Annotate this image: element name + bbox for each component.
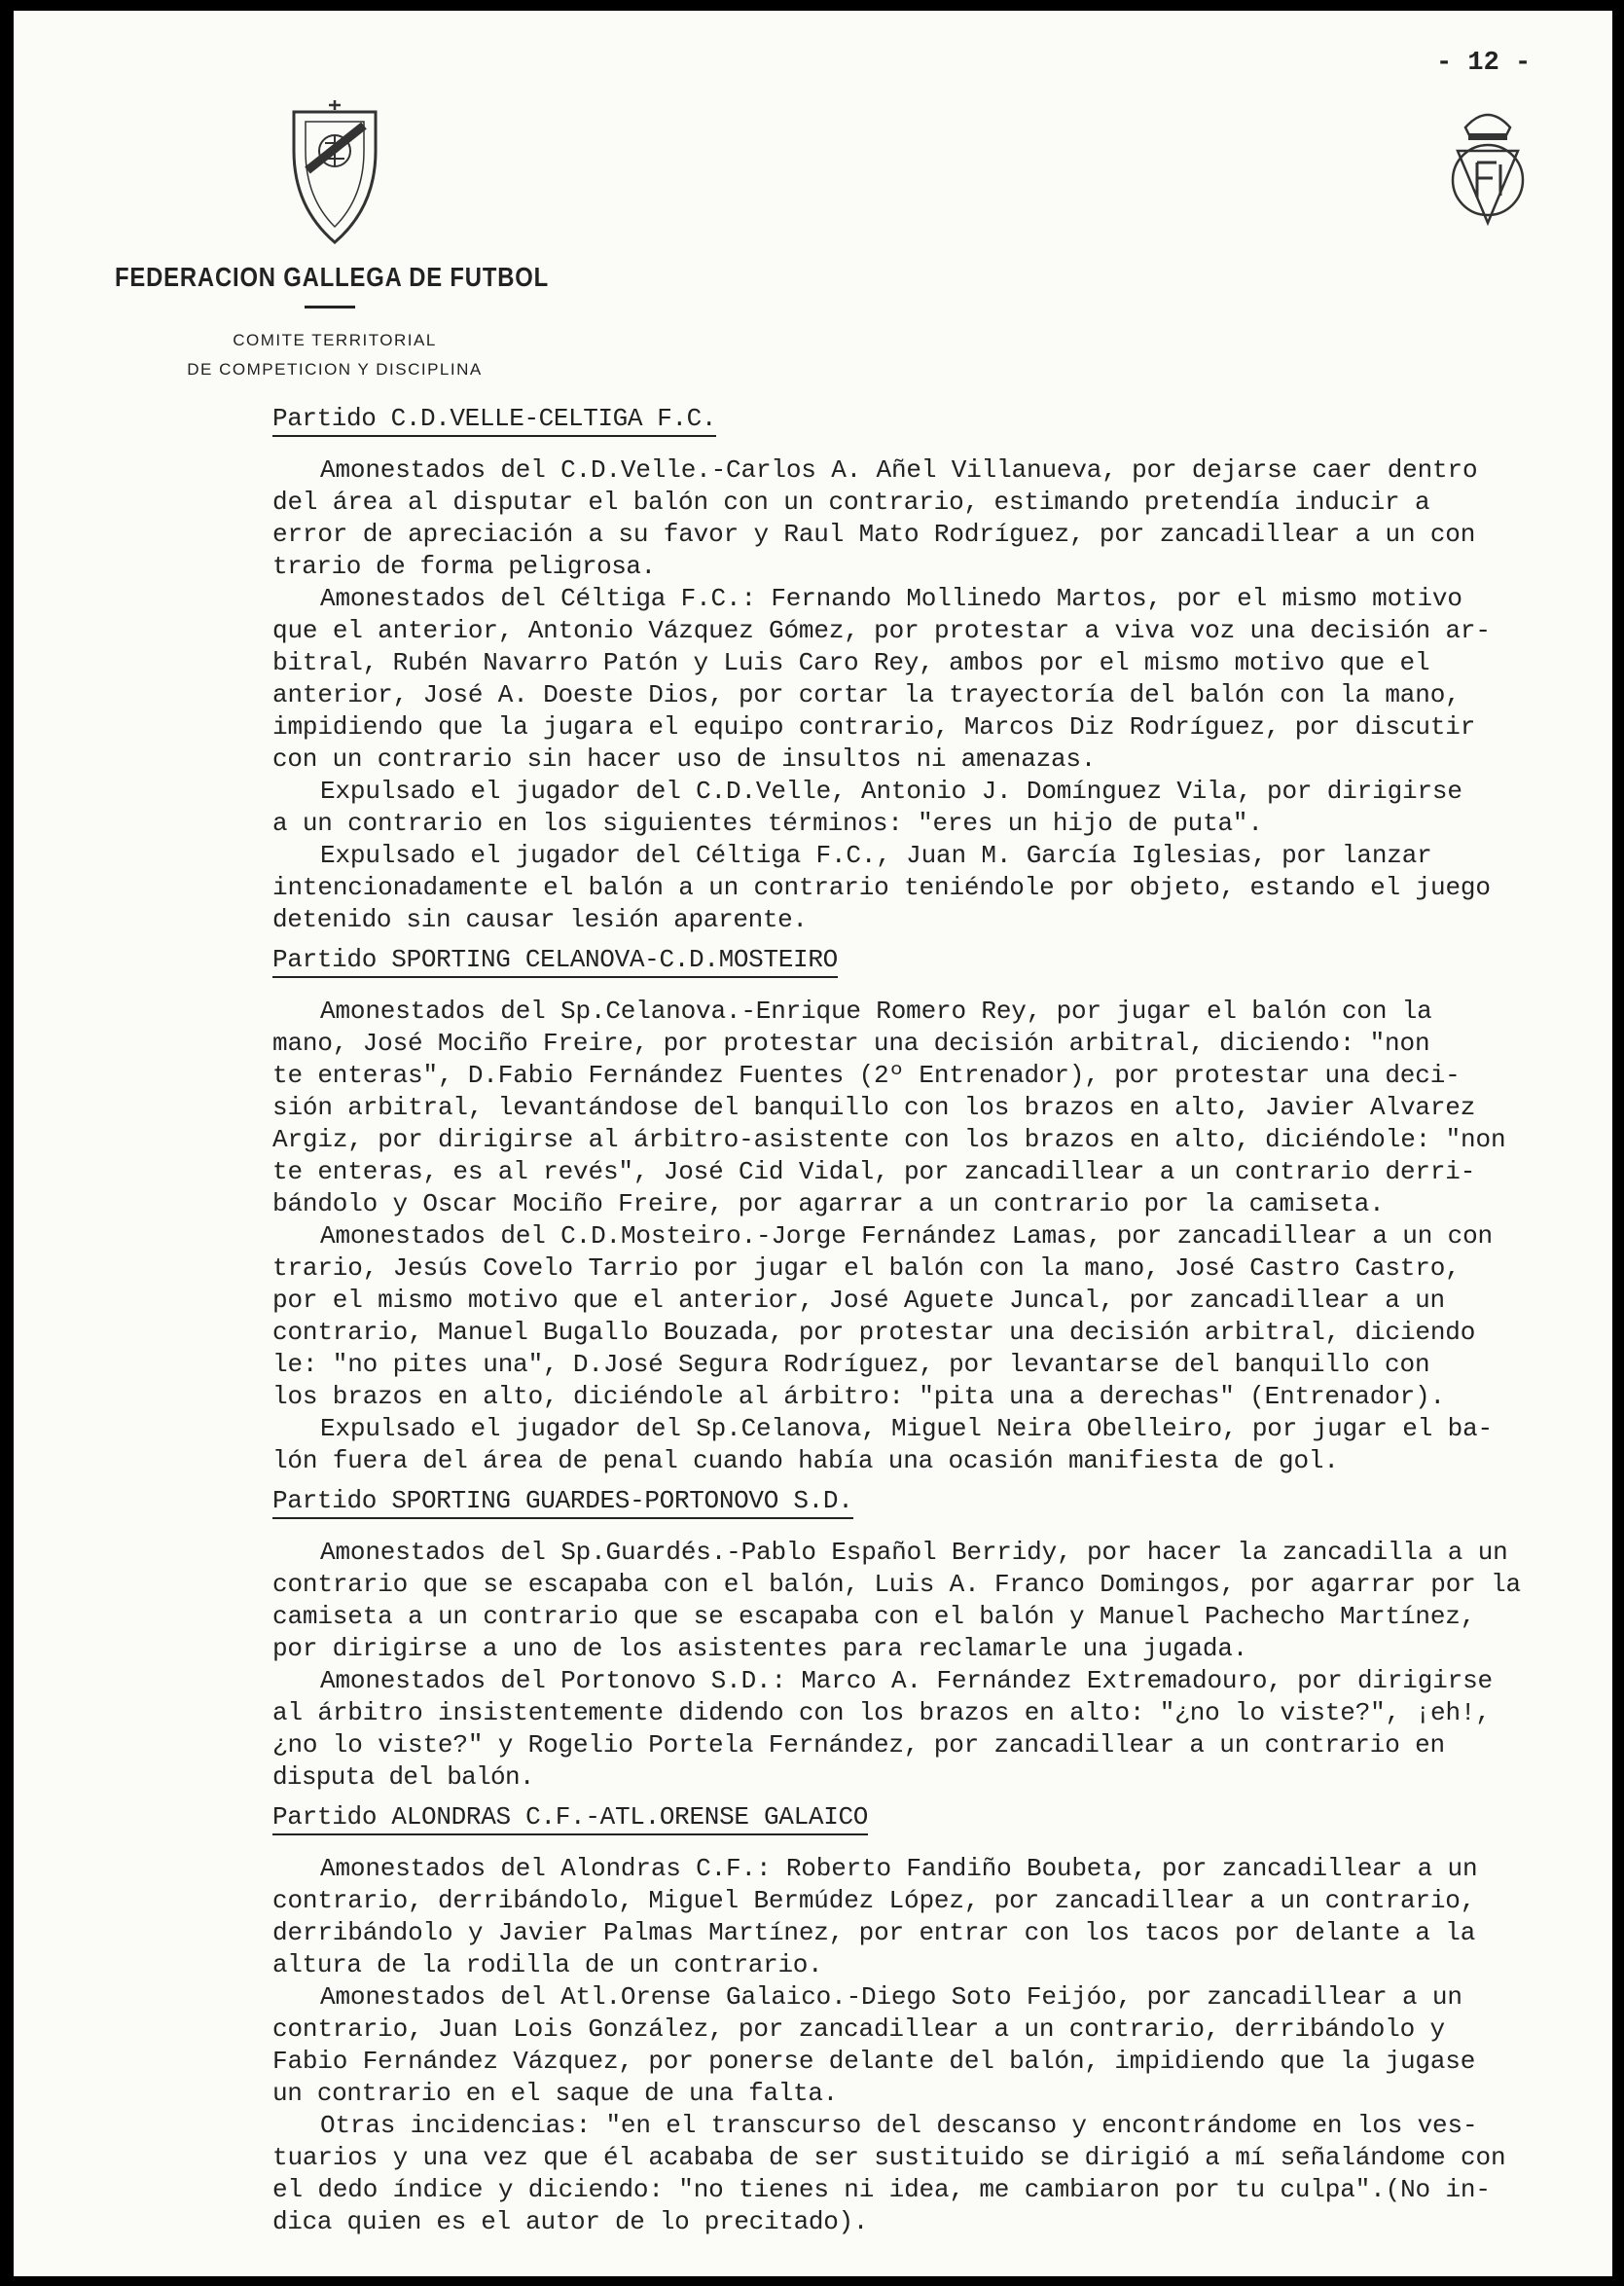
text-line: Amonestados del C.D.Mosteiro.-Jorge Fernández Lamas, por zancadillear a un con: [320, 1221, 1493, 1251]
text-line: Amonestados del Atl.Orense Galaico.-Diego Soto Feijóo, por zancadillear a un: [320, 1982, 1462, 2012]
text-line: tuarios y una vez que él acababa de ser sustituido se dirigió a mí señalándome con: [272, 2143, 1506, 2172]
text-line: Amonestados del Sp.Guardés.-Pablo Español Berridy, por hacer la zancadilla a un: [320, 1538, 1508, 1567]
text-line: disputa del balón.: [272, 1762, 534, 1792]
text-line: por dirigirse a uno de los asistentes para reclamarle una jugada.: [272, 1634, 1248, 1663]
section-title-text: Partido SPORTING CELANOVA-C.D.MOSTEIRO: [272, 945, 838, 978]
text-line: contrario, Manuel Bugallo Bouzada, por protestar una decisión arbitral, diciendo: [272, 1318, 1476, 1347]
text-line: trario, Jesús Covelo Tarrio por jugar el balón con la mano, José Castro Castro,: [272, 1253, 1461, 1283]
text-line: Expulsado el jugador del Céltiga F.C., Juan M. García Iglesias, por lanzar: [320, 841, 1432, 870]
text-line: altura de la rodilla de un contrario.: [272, 1950, 823, 1979]
text-line: impidiendo que la jugara el equipo contrario, Marcos Diz Rodríguez, por discutir: [272, 712, 1476, 742]
text-line: contrario que se escapaba con el balón, Luis A. Franco Domingos, por agarrar por la: [272, 1570, 1522, 1599]
section-title: [272, 403, 1612, 435]
header-divider: [305, 306, 355, 308]
text-line: al árbitro insistentemente didendo con los brazos en alto: "¿no lo viste?", ¡eh!,: [272, 1698, 1491, 1727]
text-line: Amonestados del C.D.Velle.-Carlos A. Añel Villanueva, por dejarse caer dentro: [320, 455, 1478, 485]
text-line: te enteras, es al revés", José Cid Vidal, por zancadillear a un contrario derri-: [272, 1157, 1476, 1186]
section-title-text: Partido ALONDRAS C.F.-ATL.ORENSE GALAICO: [272, 1802, 868, 1835]
shield-emblem-icon: [288, 100, 381, 246]
text-line: error de apreciación a su favor y Raul Mato Rodríguez, por zancadillear a un con: [272, 520, 1476, 549]
text-line: bándolo y Oscar Mociño Freire, por agarrar a un contrario por la camiseta.: [272, 1189, 1385, 1218]
text-line: Fabio Fernández Vázquez, por ponerse delante del balón, impidiendo que la jugase: [272, 2047, 1476, 2076]
text-line: sión arbitral, levantándose del banquillo con los brazos en alto, Javier Alvarez: [272, 1093, 1476, 1122]
text-line: mano, José Mociño Freire, por protestar una decisión arbitral, diciendo: "non: [272, 1029, 1430, 1058]
text-line: los brazos en alto, diciéndole al árbitro: "pita una a derechas" (Entrenador).: [272, 1382, 1445, 1411]
text-line: Expulsado el jugador del C.D.Velle, Antonio J. Domínguez Vila, por dirigirse: [320, 777, 1462, 806]
section-spacer: [272, 1517, 1612, 1537]
document-page: [14, 11, 1612, 2276]
section-title: [272, 944, 1612, 976]
text-line: intencionadamente el balón a un contrario teniéndole por objeto, estando el juego: [272, 873, 1491, 902]
document-body: [272, 403, 1612, 2246]
section-end-spacer: [272, 936, 1612, 944]
text-line: a un contrario en los siguientes términos: "eres un hijo de puta".: [272, 809, 1263, 838]
text-line: lón fuera del área de penal cuando había una ocasión manifiesta de gol.: [272, 1446, 1339, 1475]
section-title: [272, 1801, 1612, 1833]
text-line: te enteras", D.Fabio Fernández Fuentes (2º Entrenador), por protestar una deci-: [272, 1061, 1461, 1090]
committee-line-1: COMITE TERRITORIAL: [233, 331, 437, 349]
text-line: Amonestados del Alondras C.F.: Roberto Fandiño Boubeta, por zancadillear a un: [320, 1854, 1478, 1883]
section-title-text: Partido C.D.VELLE-CELTIGA F.C.: [272, 404, 716, 437]
text-line: bitral, Rubén Navarro Patón y Luis Caro Rey, ambos por el mismo motivo que el: [272, 648, 1430, 677]
text-line: Expulsado el jugador del Sp.Celanova, Miguel Neira Obelleiro, por jugar el ba-: [320, 1414, 1493, 1443]
text-line: Amonestados del Céltiga F.C.: Fernando Mollinedo Martos, por el mismo motivo: [320, 584, 1462, 613]
text-line: contrario, Juan Lois González, por zancadillear a un contrario, derribándolo y: [272, 2014, 1445, 2044]
section-end-spacer: [272, 2238, 1612, 2246]
text-line: anterior, José A. Doeste Dios, por cortar la trayectoría del balón con la mano,: [272, 680, 1461, 709]
section-title-text: Partido SPORTING GUARDES-PORTONOVO S.D.: [272, 1486, 853, 1519]
crowned-crest-icon: [1448, 102, 1528, 227]
text-line: trario de forma peligrosa.: [272, 552, 656, 581]
committee-line-2: DE COMPETICION Y DISCIPLINA: [187, 360, 483, 379]
text-line: le: "no pites una", D.José Segura Rodríguez, por levantarse del banquillo con: [272, 1350, 1430, 1379]
section-end-spacer: [272, 1477, 1612, 1485]
text-line: detenido sin causar lesión aparente.: [272, 905, 808, 934]
text-line: con un contrario sin hacer uso de insultos ni amenazas.: [272, 744, 1097, 774]
page-number: - 12 -: [1436, 49, 1532, 78]
text-line: Otras incidencias: "en el transcurso del descanso y encontrándome en los ves-: [320, 2111, 1478, 2140]
text-line: por el mismo motivo que el anterior, José Aguete Juncal, por zancadillear a un: [272, 1286, 1445, 1315]
federation-name: FEDERACION GALLEGA DE FUTBOL: [115, 262, 550, 292]
text-line: Amonestados del Sp.Celanova.-Enrique Romero Rey, por jugar el balón con la: [320, 997, 1432, 1026]
committee-heading: [140, 326, 529, 384]
text-line: del área al disputar el balón con un contrario, estimando pretendía inducir a: [272, 488, 1430, 517]
section-title: [272, 1485, 1612, 1517]
section-spacer: [272, 976, 1612, 996]
text-line: derribándolo y Javier Palmas Martínez, por entrar con los tacos por delante a la: [272, 1918, 1476, 1947]
section-spacer: [272, 1833, 1612, 1853]
text-line: dica quien es el autor de lo precitado).: [272, 2207, 869, 2236]
section-spacer: [272, 435, 1612, 454]
section-end-spacer: [272, 1794, 1612, 1801]
text-line: contrario, derribándolo, Miguel Bermúdez López, por zancadillear a un contrario,: [272, 1886, 1476, 1915]
text-line: que el anterior, Antonio Vázquez Gómez, por protestar a viva voz una decisión ar-: [272, 616, 1491, 645]
text-line: ¿no lo viste?" y Rogelio Portela Fernández, por zancadillear a un contrario en: [272, 1730, 1445, 1760]
text-line: el dedo índice y diciendo: "no tienes ni idea, me cambiaron por tu culpa".(No in-: [272, 2175, 1491, 2204]
text-line: un contrario en el saque de una falta.: [272, 2079, 838, 2108]
text-line: Amonestados del Portonovo S.D.: Marco A. Fernández Extremadouro, por dirigirse: [320, 1666, 1493, 1695]
text-line: camiseta a un contrario que se escapaba con el balón y Manuel Pachecho Martínez,: [272, 1602, 1476, 1631]
text-line: Argiz, por dirigirse al árbitro-asistente con los brazos en alto, diciéndole: "non: [272, 1125, 1506, 1154]
